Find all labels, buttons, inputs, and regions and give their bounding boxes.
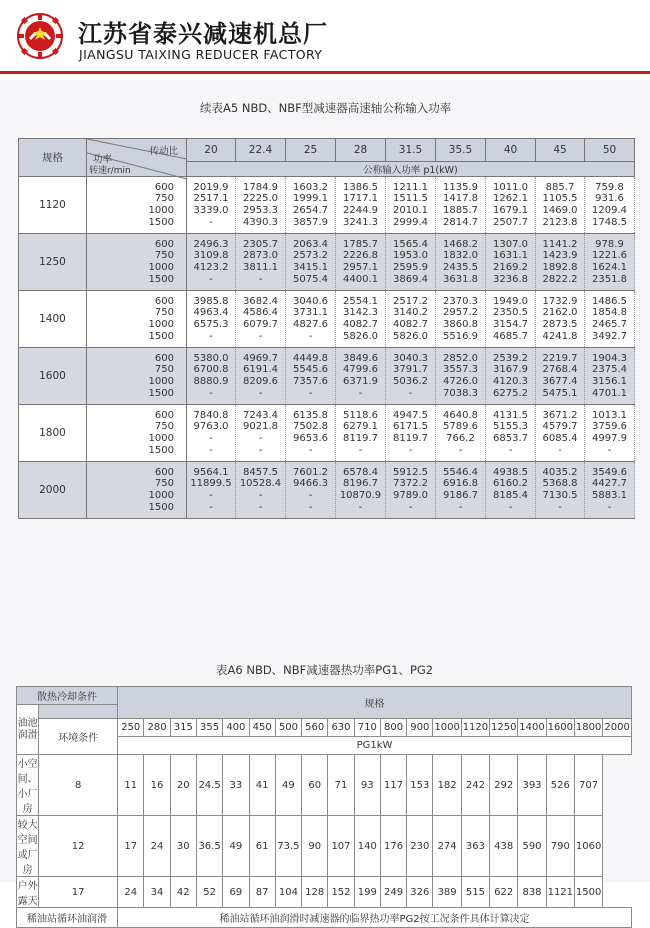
thermal-power-cell: 71: [328, 755, 354, 816]
power-value-cell: 2539.2 3167.9 4120.3 6275.2: [486, 348, 536, 405]
table-a6: [16, 686, 632, 928]
thermal-power-cell: 274: [433, 816, 461, 877]
spec-cell: 2000: [19, 462, 87, 519]
size-header: 1120: [461, 719, 489, 737]
power-value-cell: 2852.0 3557.3 4726.0 7038.3: [436, 348, 486, 405]
power-value-cell: 4947.5 6171.5 8119.7 -: [386, 405, 436, 462]
ratio-header: 35.5: [436, 139, 486, 162]
power-value-cell: 3040.3 3791.7 5036.2 -: [386, 348, 436, 405]
speeds-cell: 600 750 1000 1500: [87, 177, 187, 234]
power-value-cell: 1211.1 1511.5 2010.1 2999.4: [386, 177, 436, 234]
size-header: 280: [144, 719, 170, 737]
thermal-power-cell: 393: [518, 755, 546, 816]
power-value-cell: 3671.2 4579.7 6085.4 -: [536, 405, 585, 462]
unit-header: 公称输入功率 p1(kW): [187, 162, 635, 177]
thermal-power-cell: 36.5: [196, 816, 222, 877]
power-value-cell: 7243.4 9021.8 - -: [236, 405, 286, 462]
power-value-cell: 1603.2 1999.1 2654.7 3857.9: [286, 177, 336, 234]
header-divider: [0, 71, 650, 74]
power-value-cell: 3682.4 4586.4 6079.7 -: [236, 291, 286, 348]
circulation-lube-note: 稀油站循环油润滑时减速器的临界热功率PG2按工况条件具体计算决定: [118, 908, 632, 928]
power-value-cell: 2063.4 2573.2 3415.1 5075.4: [286, 234, 336, 291]
cooling-condition-header: 散热冷却条件: [17, 687, 118, 705]
power-value-cell: 2019.9 2517.1 3339.0 -: [187, 177, 236, 234]
ratio-header: 28: [336, 139, 386, 162]
size-header: 1600: [546, 719, 574, 737]
table-a6-caption: 表A6 NBD、NBF减速器热功率PG1、PG2: [216, 663, 434, 677]
table-row: [19, 405, 635, 462]
spec-cell: 1800: [19, 405, 87, 462]
thermal-power-cell: 52: [196, 877, 222, 908]
thermal-power-cell: 242: [461, 755, 489, 816]
ratio-header: 50: [585, 139, 635, 162]
table-row: [19, 234, 635, 291]
thermal-power-cell: 16: [144, 755, 170, 816]
circulation-lube-label: 稀油站循环油润滑: [17, 908, 118, 928]
power-value-cell: 6135.8 7502.8 9653.6 -: [286, 405, 336, 462]
corner-speed-label: 转速r/min: [89, 166, 131, 176]
power-value-cell: 3549.6 4427.7 5883.1 -: [585, 462, 635, 519]
blank-cell: [39, 705, 118, 719]
thermal-power-cell: 176: [380, 816, 406, 877]
thermal-power-cell: 24: [144, 816, 170, 877]
table-row: [17, 816, 632, 877]
thermal-power-cell: 104: [275, 877, 301, 908]
size-header: 315: [170, 719, 196, 737]
oil-bath-label: 油池 润滑: [17, 705, 39, 755]
thermal-power-cell: 33: [223, 755, 249, 816]
power-value-cell: 1135.9 1417.8 1885.7 2814.7: [436, 177, 486, 234]
power-value-cell: 1013.1 3759.6 4997.9 -: [585, 405, 635, 462]
power-value-cell: 3040.6 3731.1 4827.6 -: [286, 291, 336, 348]
power-value-cell: 978.9 1221.6 1624.1 2351.8: [585, 234, 635, 291]
size-header: 560: [302, 719, 328, 737]
spec-header: 规格: [118, 687, 632, 719]
power-value-cell: 9564.1 11899.5 - -: [187, 462, 236, 519]
power-value-cell: 5118.6 6279.1 8119.7 -: [336, 405, 386, 462]
thermal-power-cell: 292: [490, 755, 518, 816]
ratio-header: 20: [187, 139, 236, 162]
size-header: 400: [223, 719, 249, 737]
thermal-power-cell: 34: [144, 877, 170, 908]
power-value-cell: 6578.4 8196.7 10870.9 -: [336, 462, 386, 519]
size-header: 1000: [433, 719, 461, 737]
thermal-power-cell: 230: [407, 816, 433, 877]
table-row: [19, 291, 635, 348]
power-value-cell: 5912.5 7372.2 9789.0 -: [386, 462, 436, 519]
thermal-power-cell: 20: [170, 755, 196, 816]
thermal-power-cell: 140: [354, 816, 380, 877]
ratio-header: 31.5: [386, 139, 436, 162]
table-a5-caption: 续表A5 NBD、NBF型减速器高速轴公称输入功率: [200, 101, 452, 115]
thermal-power-cell: 790: [546, 816, 574, 877]
power-value-cell: 759.8 931.6 1209.4 1748.5: [585, 177, 635, 234]
thermal-power-cell: 438: [490, 816, 518, 877]
power-value-cell: 5546.4 6916.8 9186.7 -: [436, 462, 486, 519]
power-value-cell: 4035.2 5368.8 7130.5 -: [536, 462, 585, 519]
thermal-power-cell: 590: [518, 816, 546, 877]
ratio-header: 40: [486, 139, 536, 162]
power-value-cell: 1732.9 2162.0 2873.5 4241.8: [536, 291, 585, 348]
power-value-cell: 1785.7 2226.8 2957.1 4400.1: [336, 234, 386, 291]
thermal-power-cell: 17: [118, 816, 144, 877]
power-value-cell: 885.7 1105.5 1469.0 2123.8: [536, 177, 585, 234]
environment-condition-label: 户外露天: [17, 877, 39, 908]
size-header: 450: [249, 719, 275, 737]
size-header: 630: [328, 719, 354, 737]
spec-cell: 1120: [19, 177, 87, 234]
speeds-cell: 600 750 1000 1500: [87, 348, 187, 405]
power-value-cell: 3985.8 4963.4 6575.3 -: [187, 291, 236, 348]
power-value-cell: 2496.3 3109.8 4123.2 -: [187, 234, 236, 291]
speeds-cell: 600 750 1000 1500: [87, 291, 187, 348]
power-value-cell: 1565.4 1953.0 2595.9 3869.4: [386, 234, 436, 291]
spec-cell: 1600: [19, 348, 87, 405]
company-name-cn: 江苏省泰兴减速机总厂: [78, 20, 328, 48]
thermal-power-cell: 153: [407, 755, 433, 816]
thermal-power-cell: 363: [461, 816, 489, 877]
thermal-power-cell: 87: [249, 877, 275, 908]
power-value-cell: 1307.0 1631.1 2169.2 3236.8: [486, 234, 536, 291]
power-value-cell: 2370.3 2957.2 3860.8 5516.9: [436, 291, 486, 348]
thermal-power-cell: 90: [302, 816, 328, 877]
power-value-cell: 1784.9 2225.0 2953.3 4390.3: [236, 177, 286, 234]
power-value-cell: 1011.0 1262.1 1679.1 2507.7: [486, 177, 536, 234]
thermal-power-cell: 1500: [574, 877, 602, 908]
power-value-cell: 4640.8 5789.6 766.2 -: [436, 405, 486, 462]
thermal-power-cell: 11: [118, 755, 144, 816]
power-value-cell: 2219.7 2768.4 3677.4 5475.1: [536, 348, 585, 405]
thermal-power-cell: 49: [275, 755, 301, 816]
power-value-cell: 8457.5 10528.4 - -: [236, 462, 286, 519]
thermal-power-cell: 199: [354, 877, 380, 908]
corner-header: [87, 139, 187, 177]
power-value-cell: 4969.7 6191.4 8209.6 -: [236, 348, 286, 405]
company-logo-icon: [16, 12, 64, 60]
thermal-power-cell: 182: [433, 755, 461, 816]
power-value-cell: 3849.6 4799.6 6371.9 -: [336, 348, 386, 405]
size-header: 2000: [603, 719, 632, 737]
environment-condition-label: 较大空间或厂房: [17, 816, 39, 877]
power-value-cell: 4449.8 5545.6 7357.6 -: [286, 348, 336, 405]
size-header: 1400: [518, 719, 546, 737]
thermal-power-cell: 41: [249, 755, 275, 816]
thermal-power-cell: 61: [249, 816, 275, 877]
size-header: 800: [380, 719, 406, 737]
size-header: 1250: [490, 719, 518, 737]
thermal-power-cell: 49: [223, 816, 249, 877]
speeds-cell: 600 750 1000 1500: [87, 405, 187, 462]
thermal-power-cell: 622: [490, 877, 518, 908]
power-value-cell: 4938.5 6160.2 8185.4 -: [486, 462, 536, 519]
power-value-cell: 1468.2 1832.0 2435.5 3631.8: [436, 234, 486, 291]
ratio-header: 45: [536, 139, 585, 162]
thermal-power-cell: 1060: [574, 816, 602, 877]
thermal-power-cell: 838: [518, 877, 546, 908]
thermal-power-cell: 152: [328, 877, 354, 908]
thermal-power-cell: 326: [407, 877, 433, 908]
thermal-power-cell: 117: [380, 755, 406, 816]
corner-ratio-label: 传动比: [149, 146, 178, 157]
thermal-power-cell: 12: [39, 816, 118, 877]
page-header: [0, 0, 650, 76]
thermal-power-cell: 73.5: [275, 816, 301, 877]
thermal-power-cell: 30: [170, 816, 196, 877]
spec-cell: 1250: [19, 234, 87, 291]
thermal-power-cell: 42: [170, 877, 196, 908]
speeds-cell: 600 750 1000 1500: [87, 234, 187, 291]
thermal-power-cell: 93: [354, 755, 380, 816]
thermal-power-cell: 8: [39, 755, 118, 816]
size-header: 710: [354, 719, 380, 737]
environment-label: 环境条件: [39, 719, 118, 755]
power-value-cell: 5380.0 6700.8 8880.9 -: [187, 348, 236, 405]
spec-header: 规格: [19, 139, 87, 177]
unit-label: PG1kW: [118, 737, 632, 755]
thermal-power-cell: 707: [574, 755, 602, 816]
power-value-cell: 7601.2 9466.3 - -: [286, 462, 336, 519]
table-row: [19, 462, 635, 519]
speeds-cell: 600 750 1000 1500: [87, 462, 187, 519]
corner-power-label: 功率: [93, 154, 113, 165]
power-value-cell: 2305.7 2873.0 3811.1 -: [236, 234, 286, 291]
thermal-power-cell: 515: [461, 877, 489, 908]
thermal-power-cell: 24: [118, 877, 144, 908]
spec-cell: 1400: [19, 291, 87, 348]
size-header: 250: [118, 719, 144, 737]
thermal-power-cell: 17: [39, 877, 118, 908]
table-row: [17, 877, 632, 908]
thermal-power-cell: 249: [380, 877, 406, 908]
thermal-power-cell: 128: [302, 877, 328, 908]
ratio-header: 22.4: [236, 139, 286, 162]
ratio-header: 25: [286, 139, 336, 162]
table-row: [19, 348, 635, 405]
power-value-cell: 1486.5 1854.8 2465.7 3492.7: [585, 291, 635, 348]
size-header: 355: [196, 719, 222, 737]
thermal-power-cell: 60: [302, 755, 328, 816]
thermal-power-cell: 1121: [546, 877, 574, 908]
table-a5: [18, 138, 635, 519]
power-value-cell: 2517.2 3140.2 4082.7 5826.0: [386, 291, 436, 348]
size-header: 500: [275, 719, 301, 737]
company-name-en: JIANGSU TAIXING REDUCER FACTORY: [79, 47, 323, 62]
thermal-power-cell: 69: [223, 877, 249, 908]
power-value-cell: 1141.2 1423.9 1892.8 2822.2: [536, 234, 585, 291]
power-value-cell: 7840.8 9763.0 - -: [187, 405, 236, 462]
power-value-cell: 2554.1 3142.3 4082.7 5826.0: [336, 291, 386, 348]
power-value-cell: 1386.5 1717.1 2244.9 3241.3: [336, 177, 386, 234]
thermal-power-cell: 526: [546, 755, 574, 816]
power-value-cell: 1904.3 2375.4 3156.1 4701.1: [585, 348, 635, 405]
table-row: [17, 755, 632, 816]
thermal-power-cell: 24.5: [196, 755, 222, 816]
size-header: 900: [407, 719, 433, 737]
thermal-power-cell: 107: [328, 816, 354, 877]
table-row: [19, 177, 635, 234]
power-value-cell: 1949.0 2350.5 3154.7 4685.7: [486, 291, 536, 348]
size-header: 1800: [574, 719, 602, 737]
environment-condition-label: 小空间、小厂房: [17, 755, 39, 816]
power-value-cell: 4131.5 5155.3 6853.7 -: [486, 405, 536, 462]
thermal-power-cell: 389: [433, 877, 461, 908]
